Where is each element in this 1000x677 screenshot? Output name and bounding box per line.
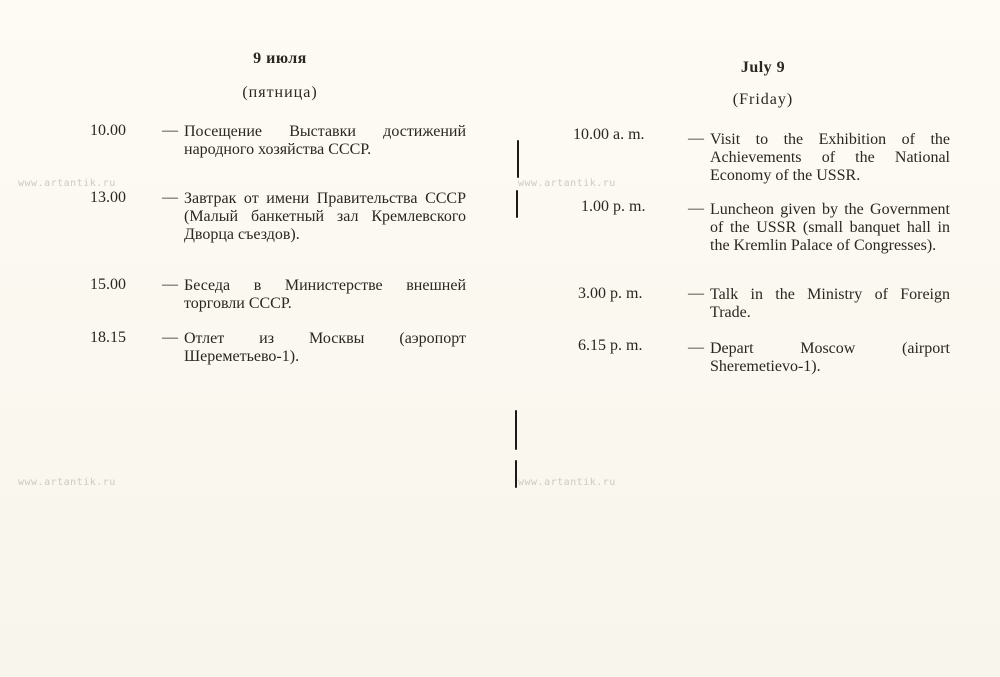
staple-mark: [515, 410, 517, 450]
staple-mark: [517, 140, 519, 178]
left-item-text: Отлет из Москвы (аэропорт Шереметьево-1).: [184, 330, 466, 365]
left-item-text: Беседа в Министерстве внешней торговли СССР.: [184, 277, 466, 312]
right-item-time: 10.00 a. m.: [573, 126, 645, 143]
left-item-dash: —: [162, 122, 178, 139]
right-item-text: Depart Moscow (airport Sheremetievo-1).: [710, 340, 950, 375]
watermark-text: www.artantik.ru: [518, 477, 616, 488]
right-item-time: 1.00 p. m.: [581, 198, 646, 215]
right-item-text: Luncheon given by the Government of the USSR (small banquet hall in the Kremlin Palace of Congresses).: [710, 201, 950, 254]
right-item-dash: —: [688, 339, 704, 356]
left-date-heading: 9 июля: [253, 50, 307, 67]
left-item-dash: —: [162, 329, 178, 346]
left-item-dash: —: [162, 189, 178, 206]
right-item-dash: —: [688, 130, 704, 147]
watermark-text: www.artantik.ru: [18, 178, 116, 189]
watermark-text: www.artantik.ru: [18, 477, 116, 488]
right-item-dash: —: [688, 285, 704, 302]
right-date-heading: July 9: [740, 59, 786, 76]
left-item-time: 18.15: [90, 329, 126, 346]
watermark-text: www.artantik.ru: [518, 178, 616, 189]
right-item-time: 3.00 p. m.: [578, 285, 643, 302]
right-item-dash: —: [688, 200, 704, 217]
right-item-text: Visit to the Exhibition of the Achievements of the National Economy of the USSR.: [710, 131, 950, 184]
left-item-text: Посещение Выставки достижений народного хозяйства СССР.: [184, 123, 466, 158]
left-item-time: 10.00: [90, 122, 126, 139]
left-item-text: Завтрак от имени Правительства СССР (Малый банкетный зал Кремлевского Дворца съездов).: [184, 190, 466, 243]
left-item-time: 13.00: [90, 189, 126, 206]
right-item-time: 6.15 p. m.: [578, 337, 643, 354]
left-item-dash: —: [162, 276, 178, 293]
left-weekday-heading: (пятница): [242, 84, 318, 101]
staple-mark: [515, 460, 517, 488]
left-item-time: 15.00: [90, 276, 126, 293]
right-item-text: Talk in the Ministry of Foreign Trade.: [710, 286, 950, 321]
staple-mark: [516, 190, 518, 218]
right-weekday-heading: (Friday): [732, 91, 794, 108]
